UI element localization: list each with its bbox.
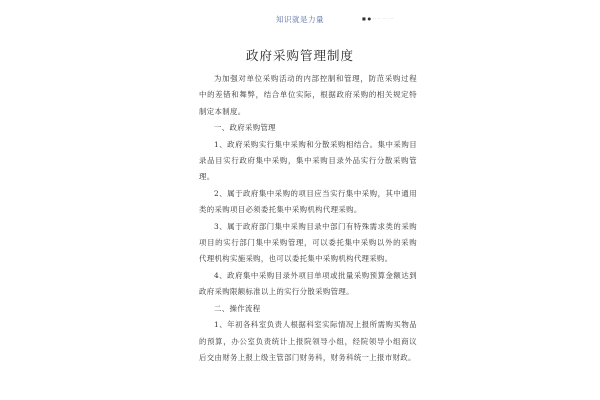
header-title: 知识就是力量 xyxy=(276,15,324,24)
intro-paragraph: 为加强对单位采购活动的内部控制和管理，防范采购过程 中的差错和舞弊，结合单位实际，根据政府采购的相关规定特 制定本制度。 xyxy=(199,74,417,116)
process-step-1: 1、年初各科室负责人根据科室实际情况上报所需购买物品 的预算，办公室负责统计上报院领导小组，经院领导小组商议 后交由财务上报上级主管部门财务科，财务科统一上报市财政。 xyxy=(199,320,417,362)
section-heading-operation-process: 二、操作流程 xyxy=(214,303,261,313)
document-body xyxy=(199,71,417,366)
procurement-clause-1: 1、政府采购实行集中采购和分散采购相结合。集中采购目 录品目实行政府集中采购，集中采购目录外品实行分散采购管 理。 xyxy=(199,139,417,182)
header-marks xyxy=(362,16,393,21)
header-marks-tail: ·· ·· ··· ··· xyxy=(373,16,394,21)
procurement-clause-4: 4、政府集中采购目录外项目单项或批量采购预算金额达到 政府采购限额标准以上的实行分散采购管理。 xyxy=(199,270,417,297)
document-title: 政府采购管理制度 xyxy=(245,48,354,63)
header-marks-symbols: ■ ● xyxy=(362,16,372,21)
procurement-clause-3: 3、属于政府部门集中采购目录中部门有特殊需求类的采购 项目的实行部门集中采购管理，可以委托集中采购以外的采购 代理机构实施采购，也可以委托集中采购机构代理采购。 xyxy=(199,221,417,264)
section-heading-procurement-management: 一、政府采购管理 xyxy=(214,123,276,133)
procurement-clause-2: 2、属于政府集中采购的项目应当实行集中采购，其中通用 类的采购项目必须委托集中采购机构代理采购。 xyxy=(199,188,417,215)
